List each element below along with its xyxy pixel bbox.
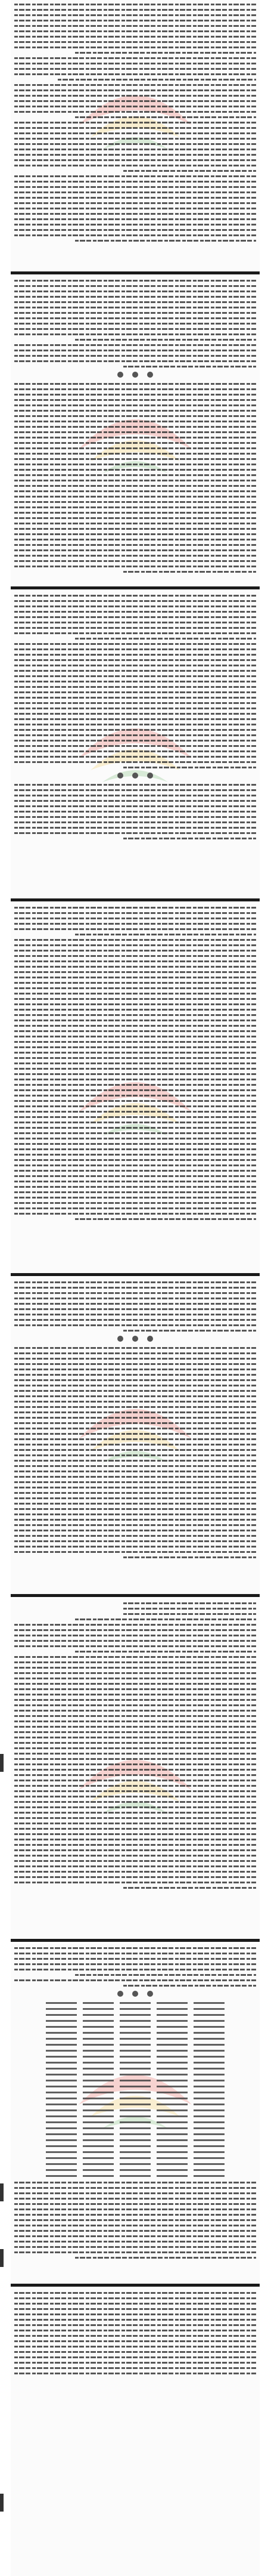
scroll-marker xyxy=(0,2494,4,2512)
page-1 xyxy=(11,0,260,274)
page-5 xyxy=(11,1278,260,1597)
section-separator xyxy=(117,371,153,378)
page-8 xyxy=(11,2288,260,2576)
page-2 xyxy=(11,276,260,589)
section-separator xyxy=(117,1990,153,1997)
word-table xyxy=(46,2002,225,2177)
page-7 xyxy=(11,1944,260,2287)
page-3 xyxy=(11,591,260,901)
scroll-marker xyxy=(0,2183,4,2201)
page-4 xyxy=(11,903,260,1276)
page-6 xyxy=(11,1599,260,1942)
section-separator xyxy=(117,1335,153,1342)
scroll-marker xyxy=(0,1754,4,1772)
scroll-marker xyxy=(0,2249,4,2267)
section-separator xyxy=(117,772,153,779)
right-gutter xyxy=(264,0,268,2576)
